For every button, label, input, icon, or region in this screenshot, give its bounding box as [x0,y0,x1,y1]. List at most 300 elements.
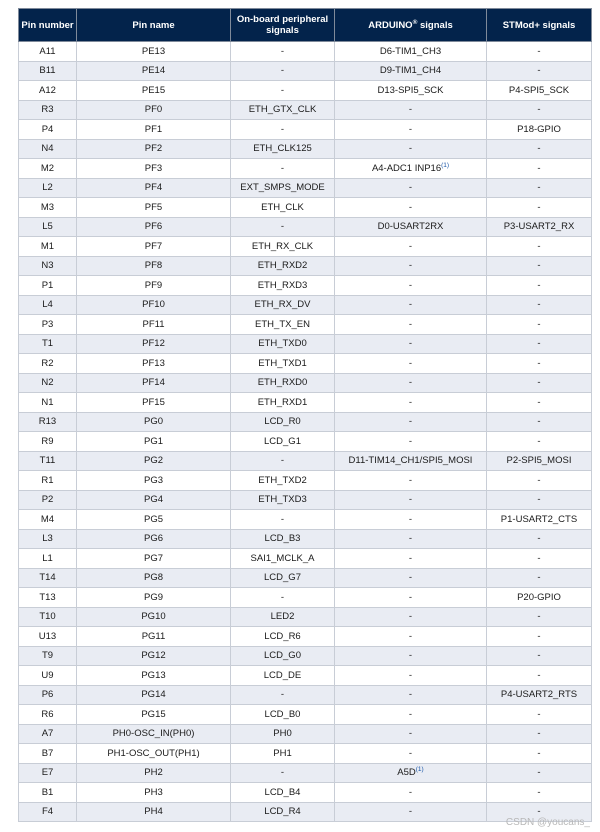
arduino-signal-cell [335,646,487,666]
pin-number-text: M3 [40,201,55,213]
stmod-signal-cell [487,81,592,101]
table-row [19,217,592,237]
pin-number-text: T11 [39,455,56,467]
stmod-signal-cell [487,373,592,393]
pin-name-cell [77,568,231,588]
pin-name-text: PF15 [142,396,165,408]
stmod-signal-text: - [537,728,541,740]
stmod-signal-text: - [537,182,541,194]
pin-name-cell [77,763,231,783]
stmod-signal-cell [487,295,592,315]
stmod-signal-cell [487,549,592,569]
pin-number-text: R2 [41,357,54,369]
pin-number-cell [19,159,77,179]
arduino-signal-text: - [408,650,413,662]
arduino-signal-text: - [408,708,413,720]
pin-number-cell [19,646,77,666]
pin-name-text: PH3 [144,786,163,798]
onboard-signal-text: LCD_B0 [264,708,301,720]
arduino-signal-cell [335,666,487,686]
onboard-signal-cell [231,432,335,452]
pin-name-cell [77,120,231,140]
arduino-signal-text: - [408,435,413,447]
stmod-signal-cell [487,42,592,62]
pin-number-cell [19,276,77,296]
pin-name-cell [77,607,231,627]
pin-number-text: P2 [41,494,54,506]
pin-name-text: PH4 [144,806,163,818]
onboard-signal-cell [231,510,335,530]
arduino-signal-text: D6-TIM1_CH3 [379,45,442,57]
onboard-signal-text: ETH_RX_DV [254,299,311,311]
stmod-signal-cell [487,490,592,510]
arduino-signal-cell [335,783,487,803]
arduino-signal-cell [335,315,487,335]
onboard-signal-cell [231,451,335,471]
pin-number-cell [19,705,77,725]
pin-number-text: T14 [39,572,56,584]
arduino-signal-cell [335,139,487,159]
pin-number-text: T1 [41,338,54,350]
onboard-signal-cell [231,588,335,608]
onboard-signal-cell [231,373,335,393]
pin-number-cell [19,412,77,432]
pin-number-text: U9 [41,669,54,681]
pin-name-cell [77,432,231,452]
stmod-signal-text: - [537,435,541,447]
onboard-signal-text: LCD_R0 [264,416,301,428]
pin-number-cell [19,178,77,198]
onboard-signal-text: ETH_RXD0 [257,377,308,389]
stmod-signal-text: - [537,357,541,369]
arduino-signal-cell [335,490,487,510]
pin-name-cell [77,81,231,101]
stmod-signal-cell [487,139,592,159]
pin-number-cell [19,685,77,705]
onboard-signal-cell [231,412,335,432]
stmod-signal-cell [487,237,592,257]
stmod-signal-text: - [537,299,541,311]
pin-name-cell [77,510,231,530]
stmod-signal-cell [487,783,592,803]
pin-number-text: L4 [42,299,53,311]
pin-number-text: T9 [41,650,54,662]
pin-name-cell [77,646,231,666]
pin-name-text: PG7 [143,552,163,564]
arduino-signal-text: A5D [397,767,416,779]
stmod-signal-text: - [537,494,541,506]
stmod-signal-text: - [537,318,541,330]
arduino-signal-cell [335,42,487,62]
table-row [19,159,592,179]
header-onboard-signals: On-board peripheral signals [231,9,335,42]
pin-name-text: PF5 [144,201,163,213]
pin-name-text: PF8 [144,260,163,272]
arduino-signal-text: - [408,611,413,623]
pin-name-text: PG9 [143,591,163,603]
pin-name-cell [77,724,231,744]
stmod-signal-cell [487,61,592,81]
pin-number-cell [19,120,77,140]
header-pin-name: Pin name [77,9,231,42]
table-row [19,549,592,569]
pin-name-text: PF3 [144,162,163,174]
arduino-signal-text: - [408,338,413,350]
table-row [19,276,592,296]
pin-name-cell [77,588,231,608]
pin-number-text: N3 [41,260,54,272]
pin-assignment-table [18,8,592,822]
stmod-signal-cell [487,178,592,198]
arduino-signal-cell [335,529,487,549]
pin-number-cell [19,354,77,374]
arduino-signal-text: - [408,201,413,213]
table-row [19,666,592,686]
stmod-signal-text: - [537,767,541,779]
arduino-signal-text: - [408,669,413,681]
arduino-signal-text: - [408,182,413,194]
onboard-signal-cell [231,607,335,627]
arduino-signal-text: - [408,786,413,798]
pin-name-text: PF14 [142,377,165,389]
onboard-signal-cell [231,256,335,276]
pin-name-cell [77,705,231,725]
arduino-signal-text: - [408,416,413,428]
arduino-signal-cell [335,100,487,120]
arduino-signal-cell [335,61,487,81]
pin-number-cell [19,42,77,62]
pin-name-cell [77,217,231,237]
stmod-signal-cell [487,256,592,276]
pin-number-text: U13 [38,630,57,642]
pin-number-cell [19,198,77,218]
header-pin-number: Pin number [19,9,77,42]
arduino-signal-text: - [408,357,413,369]
arduino-signal-cell [335,568,487,588]
table-header [19,9,592,42]
arduino-label: ARDUINO [368,19,413,31]
stmod-signal-cell [487,588,592,608]
onboard-signal-text: LCD_G7 [264,572,301,584]
table-row [19,120,592,140]
arduino-signal-cell [335,607,487,627]
pin-name-text: PE13 [141,45,166,57]
stmod-signal-text: - [537,377,541,389]
pin-number-cell [19,471,77,491]
pin-number-cell [19,588,77,608]
registered-mark: ® [412,18,418,26]
pin-name-text: PG13 [141,669,166,681]
pin-number-text: R1 [41,474,54,486]
stmod-signal-text: - [537,201,541,213]
pin-number-text: A7 [41,728,54,740]
onboard-signal-text: - [280,513,285,525]
arduino-signal-text: D11-TIM14_CH1/SPI5_MOSI [348,455,473,467]
table-row [19,61,592,81]
arduino-signal-cell [335,237,487,257]
stmod-signal-text: - [537,338,541,350]
pin-name-text: PF0 [144,104,163,116]
table-body [19,42,592,822]
stmod-signal-text: - [537,806,541,818]
table-row [19,432,592,452]
stmod-signal-text: - [537,650,541,662]
arduino-signal-text: - [408,747,413,759]
pin-number-text: E7 [41,767,54,779]
pin-number-cell [19,529,77,549]
pin-name-text: PG1 [143,435,163,447]
onboard-signal-cell [231,724,335,744]
table-row [19,198,592,218]
onboard-signal-text: - [280,455,285,467]
arduino-signal-text: - [408,728,413,740]
pin-number-cell [19,744,77,764]
stmod-signal-text: P18-GPIO [517,123,561,135]
pin-name-cell [77,139,231,159]
stmod-signal-text: - [537,260,541,272]
onboard-signal-cell [231,666,335,686]
pin-name-text: PG5 [143,513,163,525]
pin-name-cell [77,529,231,549]
pin-number-text: A11 [39,45,56,57]
table-row [19,256,592,276]
stmod-signal-text: - [537,143,541,155]
pin-name-cell [77,451,231,471]
stmod-signal-text: P20-GPIO [517,591,561,603]
stmod-signal-cell [487,724,592,744]
arduino-signal-cell [335,159,487,179]
onboard-signal-text: LED2 [270,611,295,623]
arduino-signal-cell [335,217,487,237]
onboard-signal-cell [231,783,335,803]
arduino-signal-cell [335,744,487,764]
table-row [19,471,592,491]
pin-number-cell [19,139,77,159]
table-row [19,354,592,374]
table-row [19,627,592,647]
pin-number-text: N1 [41,396,54,408]
onboard-signal-cell [231,159,335,179]
pin-name-cell [77,783,231,803]
stmod-signal-cell [487,705,592,725]
pin-number-text: P1 [41,279,54,291]
pin-number-cell [19,451,77,471]
onboard-signal-text: - [280,221,285,233]
arduino-signal-cell [335,471,487,491]
table-row [19,510,592,530]
stmod-signal-cell [487,412,592,432]
pin-number-cell [19,393,77,413]
arduino-signal-text: D9-TIM1_CH4 [379,65,442,77]
stmod-signal-text: - [537,708,541,720]
pin-number-cell [19,256,77,276]
pin-name-cell [77,61,231,81]
stmod-signal-text: - [537,786,541,798]
header-arduino-signals [335,9,487,42]
stmod-signal-text: - [537,416,541,428]
arduino-signal-text: - [408,143,413,155]
footnote-ref[interactable]: (1) [415,766,424,774]
table-row [19,81,592,101]
pin-number-text: P4 [41,123,54,135]
stmod-signal-text: - [537,104,541,116]
table-row [19,607,592,627]
header-stmod-signals: STMod+ signals [487,9,592,42]
arduino-signal-text: - [408,260,413,272]
onboard-signal-text: ETH_RXD3 [257,279,308,291]
stmod-signal-text: - [537,572,541,584]
stmod-signal-text: - [537,396,541,408]
stmod-signal-cell [487,451,592,471]
pin-number-cell [19,81,77,101]
pin-name-text: PG12 [141,650,166,662]
footnote-ref[interactable]: (1) [441,161,450,169]
pin-name-text: PF7 [144,240,163,252]
pin-number-cell [19,783,77,803]
pin-number-text: B1 [41,786,54,798]
pin-name-cell [77,100,231,120]
pin-number-cell [19,373,77,393]
table-row [19,42,592,62]
pin-number-cell [19,666,77,686]
pin-number-cell [19,237,77,257]
table-row [19,568,592,588]
table-row [19,724,592,744]
arduino-signal-cell [335,412,487,432]
arduino-signal-cell [335,763,487,783]
onboard-signal-cell [231,471,335,491]
stmod-signal-text: - [537,240,541,252]
onboard-signal-text: LCD_DE [263,669,302,681]
pin-name-text: PG11 [141,630,166,642]
arduino-signal-cell [335,724,487,744]
pin-number-text: R13 [38,416,57,428]
stmod-signal-text: - [537,630,541,642]
arduino-signal-cell [335,178,487,198]
arduino-signal-text: - [408,123,413,135]
pin-number-cell [19,217,77,237]
pin-number-cell [19,315,77,335]
pin-number-cell [19,510,77,530]
pin-number-text: F4 [41,806,54,818]
pin-name-cell [77,315,231,335]
stmod-signal-cell [487,471,592,491]
pin-number-text: M2 [40,162,55,174]
onboard-signal-text: ETH_TXD0 [258,338,307,350]
onboard-signal-cell [231,61,335,81]
pin-name-cell [77,237,231,257]
stmod-signal-cell [487,666,592,686]
pin-name-cell [77,802,231,822]
pin-number-cell [19,490,77,510]
stmod-signal-text: P1-USART2_CTS [500,513,578,525]
pin-number-text: L3 [42,533,53,545]
pin-name-text: PF1 [144,123,163,135]
pin-number-cell [19,607,77,627]
table-row [19,763,592,783]
arduino-signal-text: - [408,513,413,525]
pin-name-text: PF13 [142,357,165,369]
onboard-signal-text: LCD_R4 [264,806,301,818]
onboard-signal-cell [231,295,335,315]
arduino-signal-cell [335,705,487,725]
stmod-signal-text: P4-USART2_RTS [500,689,578,701]
pin-name-cell [77,627,231,647]
stmod-signal-text: - [537,669,541,681]
onboard-signal-text: - [280,65,285,77]
pin-name-cell [77,354,231,374]
arduino-signal-text: - [408,318,413,330]
pin-name-cell [77,549,231,569]
stmod-signal-cell [487,315,592,335]
arduino-signal-cell [335,802,487,822]
pin-name-text: PG2 [143,455,163,467]
table-row [19,588,592,608]
stmod-signal-text: P3-USART2_RX [503,221,575,233]
onboard-signal-text: - [280,591,285,603]
pin-number-cell [19,724,77,744]
pin-name-text: PG4 [143,494,163,506]
onboard-signal-text: - [280,767,285,779]
arduino-signal-cell [335,627,487,647]
onboard-signal-text: ETH_TXD1 [258,357,307,369]
pin-name-cell [77,490,231,510]
pin-name-cell [77,373,231,393]
pin-number-cell [19,763,77,783]
watermark: CSDN @youcans_ [505,817,590,828]
arduino-signal-cell [335,354,487,374]
pin-name-text: PF4 [144,182,163,194]
onboard-signal-cell [231,646,335,666]
pin-number-text: R3 [41,104,54,116]
pin-name-text: PF2 [144,143,163,155]
onboard-signal-cell [231,354,335,374]
pin-name-text: PF6 [144,221,163,233]
pin-name-cell [77,334,231,354]
arduino-signal-text: - [408,689,413,701]
pin-name-cell [77,412,231,432]
pin-number-cell [19,61,77,81]
pin-name-text: PG0 [143,416,163,428]
stmod-signal-cell [487,646,592,666]
table-row [19,373,592,393]
onboard-signal-cell [231,490,335,510]
onboard-signal-text: ETH_RX_CLK [251,240,314,252]
onboard-signal-text: ETH_RXD2 [257,260,308,272]
pin-name-cell [77,471,231,491]
pin-number-cell [19,432,77,452]
arduino-signal-text: - [408,533,413,545]
pin-name-text: PG3 [143,474,163,486]
onboard-signal-text: SAI1_MCLK_A [250,552,315,564]
stmod-signal-cell [487,276,592,296]
stmod-signal-cell [487,744,592,764]
arduino-signal-cell [335,256,487,276]
onboard-signal-cell [231,763,335,783]
stmod-signal-cell [487,120,592,140]
onboard-signal-cell [231,802,335,822]
onboard-signal-text: - [280,689,285,701]
pin-name-text: PG6 [143,533,163,545]
stmod-signal-text: - [537,279,541,291]
stmod-signal-text: - [537,552,541,564]
pin-name-text: PH0-OSC_IN(PH0) [112,728,195,740]
onboard-signal-cell [231,744,335,764]
onboard-signal-text: - [280,123,285,135]
table-row [19,315,592,335]
pin-number-text: T13 [39,591,56,603]
arduino-signal-text: - [408,377,413,389]
